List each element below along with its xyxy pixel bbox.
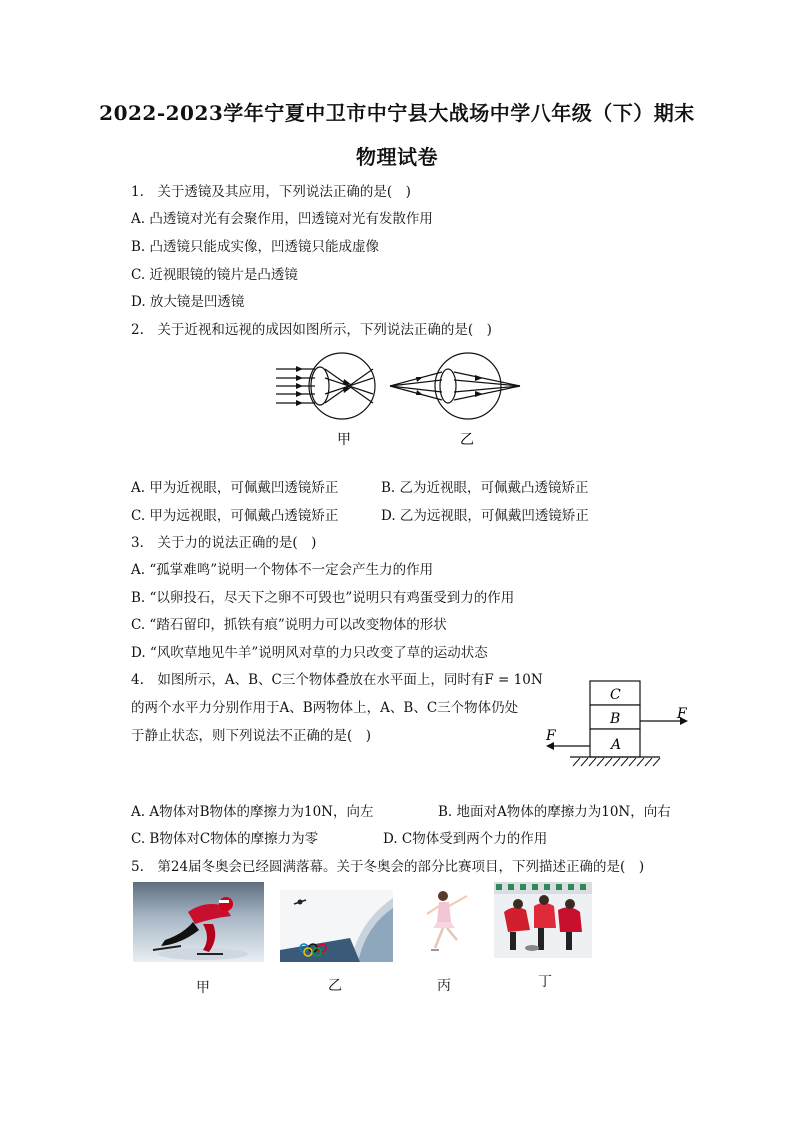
eye-yi-figure (390, 353, 520, 419)
force-f-right-label: F (677, 706, 687, 722)
q4-option-d: D. C物体受到两个力的作用 (383, 831, 548, 847)
q2-option-c: C. 甲为远视眼，可佩戴凸透镜矫正 (131, 508, 339, 524)
q4-option-c: C. B物体对C物体的摩擦力为零 (131, 831, 319, 847)
q1-option-c: C. 近视眼镜的镜片是凸透镜 (131, 267, 298, 283)
photo-caption-yi: 乙 (328, 978, 342, 994)
q5-stem: 5. 第24届冬奥会已经圆满落幕。关于冬奥会的部分比赛项目，下列描述正确的是( ) (131, 859, 645, 875)
q2-option-a: A. 甲为近视眼，可佩戴凹透镜矫正 (131, 480, 339, 496)
eye-diagram (270, 345, 530, 455)
q3-option-d: D. “风吹草地见牛羊”说明风对草的力只改变了草的运动状态 (131, 645, 488, 661)
photo-caption-ding: 丁 (538, 974, 552, 990)
eye-label-jia: 甲 (337, 432, 351, 448)
force-f-left-label: F (546, 728, 556, 744)
photo-curling (494, 882, 592, 958)
photo-caption-bing: 丙 (437, 978, 451, 994)
stacked-blocks-diagram (540, 678, 700, 773)
photo-speed-skating (133, 882, 264, 962)
q1-option-b: B. 凸透镜只能成实像，凹透镜只能成虚像 (131, 239, 380, 255)
q3-option-a: A. “孤掌难鸣”说明一个物体不一定会产生力的作用 (131, 562, 434, 578)
q4-stem-line1: 4. 如图所示，A、B、C三个物体叠放在水平面上，同时有F = 10N (131, 672, 543, 688)
q2-stem: 2. 关于近视和远视的成因如图所示，下列说法正确的是( ) (131, 322, 492, 338)
q2-option-b: B. 乙为近视眼，可佩戴凸透镜矫正 (381, 480, 589, 496)
q4-stem-line3: 于静止状态，则下列说法不正确的是( ) (131, 728, 372, 744)
q1-stem: 1. 关于透镜及其应用，下列说法正确的是( ) (131, 184, 411, 200)
eye-label-yi: 乙 (460, 432, 474, 448)
q4-option-b: B. 地面对A物体的摩擦力为10N，向右 (438, 804, 671, 820)
photo-caption-jia: 甲 (196, 980, 210, 996)
eye-jia-figure (276, 353, 375, 419)
page-title: 2022-2023学年宁夏中卫市中宁县大战场中学八年级（下）期末 (99, 101, 695, 125)
block-b-label: B (610, 711, 621, 727)
q2-option-d: D. 乙为远视眼，可佩戴凹透镜矫正 (381, 508, 589, 524)
q3-stem: 3. 关于力的说法正确的是( ) (131, 535, 317, 551)
q4-stem-line2: 的两个水平力分别作用于A、B两物体上，A、B、C三个物体仍处 (131, 700, 519, 716)
q3-option-b: B. “以卵投石，尽天下之卵不可毁也”说明只有鸡蛋受到力的作用 (131, 590, 515, 606)
q3-option-c: C. “踏石留印，抓铁有痕”说明力可以改变物体的形状 (131, 617, 447, 633)
block-c-label: C (610, 687, 621, 703)
block-a-label: A (611, 737, 622, 753)
photo-ski-jump (280, 890, 393, 962)
q1-option-d: D. 放大镜是凹透镜 (131, 294, 245, 310)
photo-figure-skating (413, 882, 481, 958)
q4-option-a: A. A物体对B物体的摩擦力为10N，向左 (131, 804, 374, 820)
page-subtitle: 物理试卷 (356, 145, 438, 169)
q1-option-a: A. 凸透镜对光有会聚作用，凹透镜对光有发散作用 (131, 211, 433, 227)
